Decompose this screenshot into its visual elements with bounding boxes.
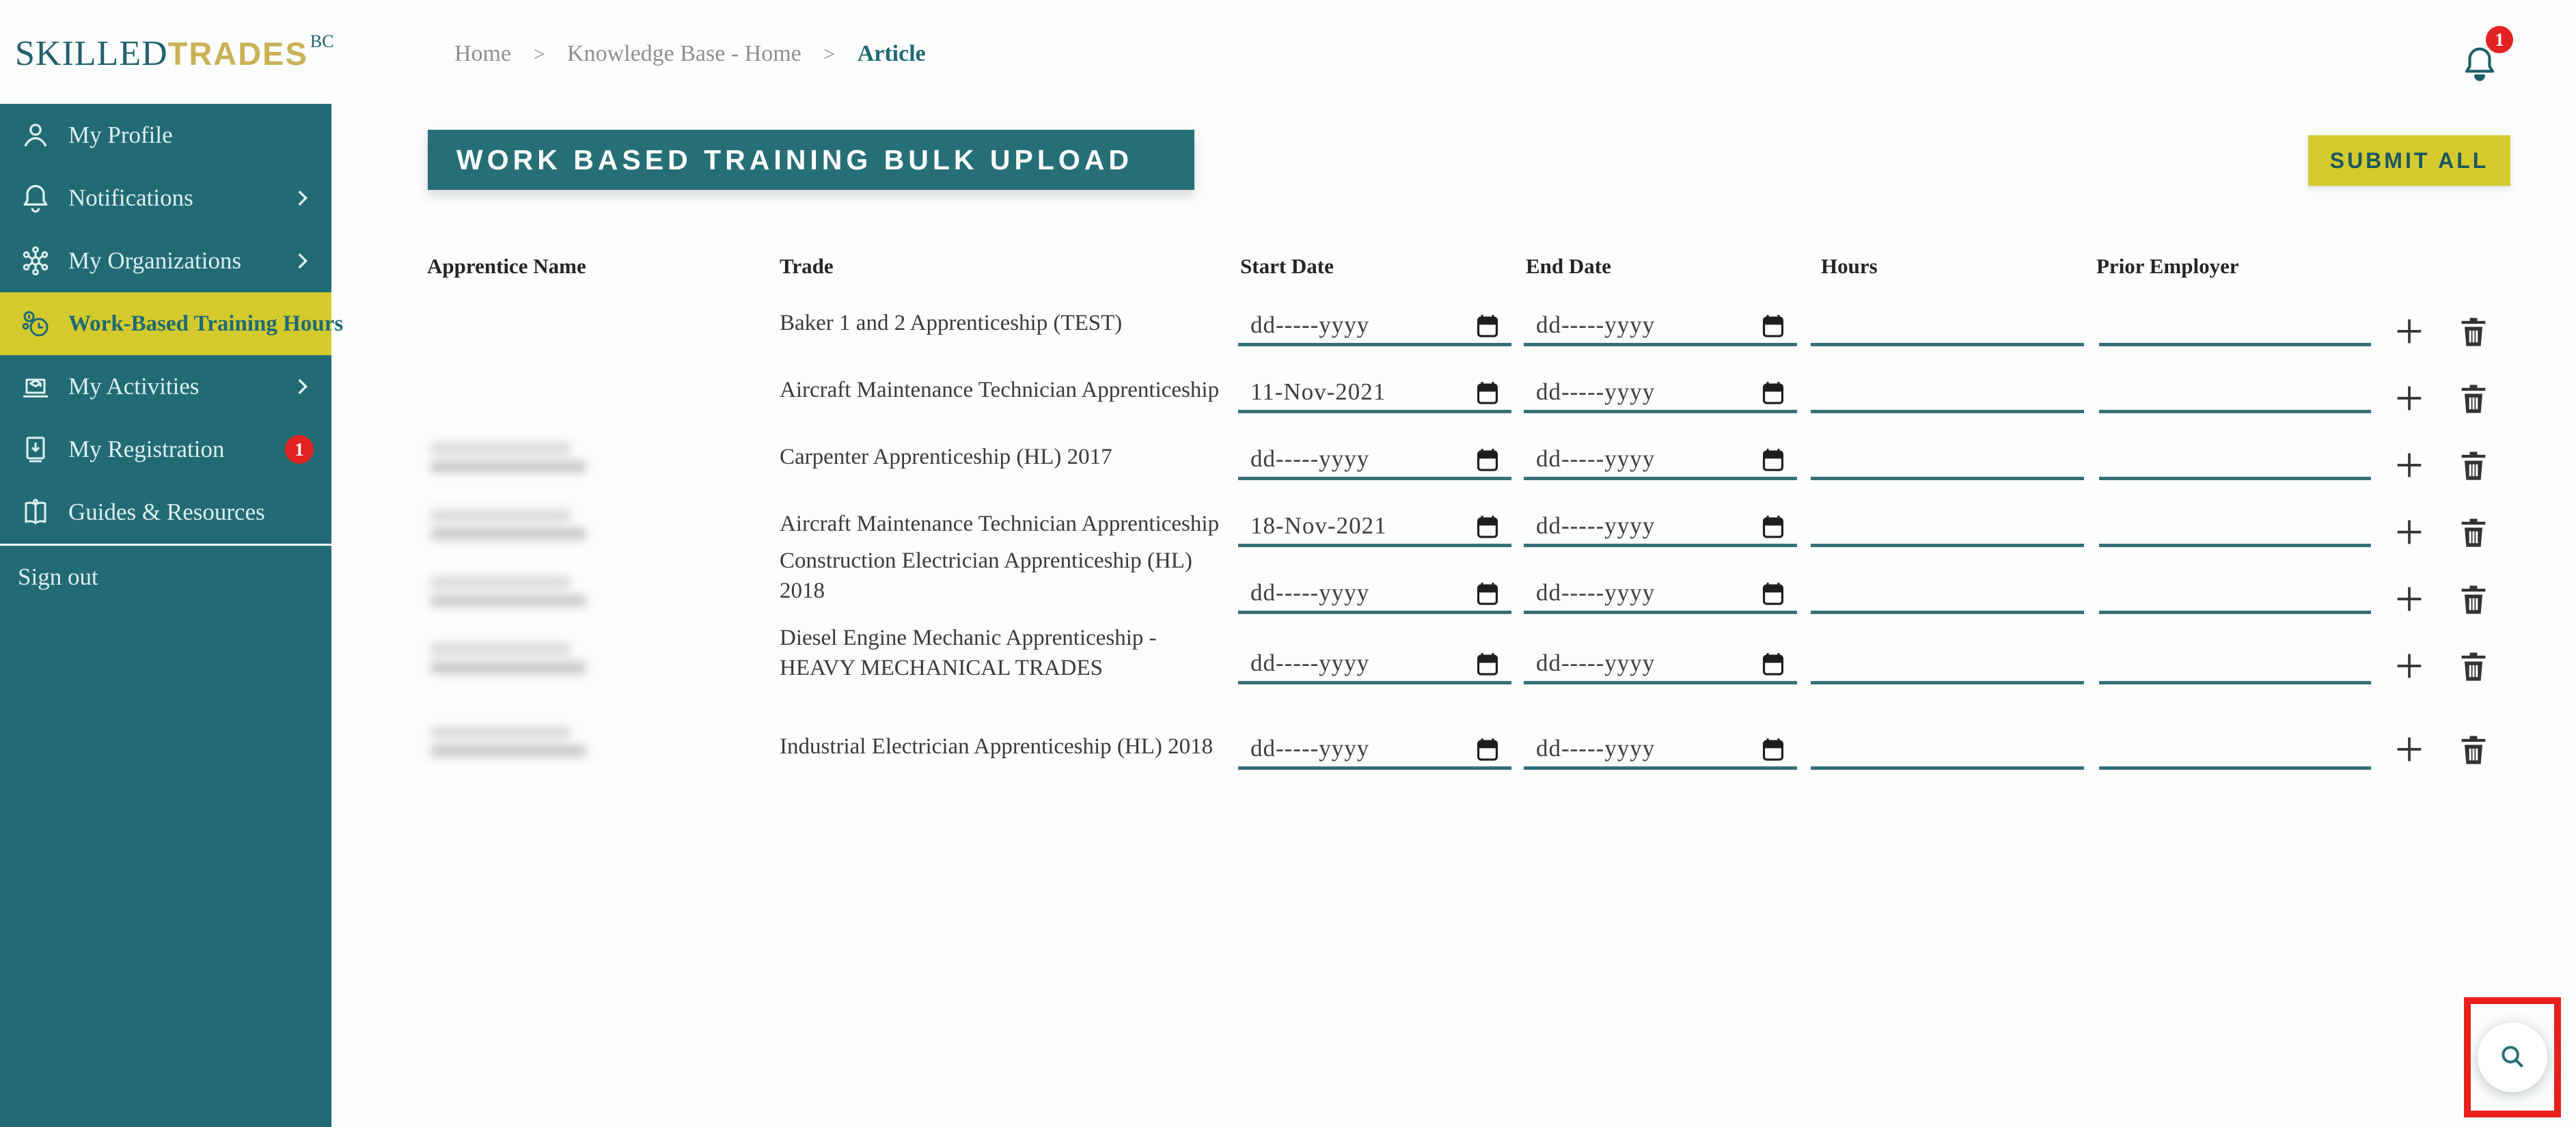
prior-employer-input[interactable] [2099,634,2371,684]
column-header-apprentice-name: Apprentice Name [427,254,586,278]
hours-input[interactable] [1811,366,2084,413]
calendar-icon[interactable] [1760,581,1786,607]
page-title-banner [428,130,1194,190]
start-date-input[interactable]: 11-Nov-2021 [1238,366,1511,413]
delete-row-button[interactable] [2454,313,2493,351]
calendar-icon[interactable] [1760,447,1786,473]
sidebar-item-label: My Registration [68,436,225,462]
prior-employer-input[interactable] [2099,567,2371,614]
apprentice-name-redacted [430,727,594,764]
calendar-icon[interactable] [1475,651,1501,677]
sidebar-item-label: My Profile [68,122,173,148]
trade-label: Construction Electrician Apprenticeship (HL) 2018 [780,548,1192,603]
end-date-input[interactable]: dd-----yyyy [1524,717,1797,770]
calendar-icon[interactable] [1760,651,1786,677]
calendar-icon[interactable] [1760,514,1786,540]
hours-input[interactable] [1811,717,2084,770]
add-row-button[interactable] [2390,313,2428,351]
submit-all-button[interactable]: SUBMIT ALL [2308,135,2510,186]
brand-logo-secondary: TRADES [167,36,308,72]
add-row-button[interactable] [2390,648,2428,686]
calendar-icon[interactable] [1475,447,1501,473]
trade-label: Aircraft Maintenance Technician Apprenticeship [780,378,1220,402]
table-row [0,717,2576,798]
start-date-input[interactable]: 18-Nov-2021 [1238,500,1511,547]
table-row [0,500,2576,567]
calendar-icon[interactable] [1760,736,1786,762]
calendar-icon[interactable] [1475,380,1501,406]
sidebar-item-my-profile[interactable] [0,104,331,167]
apprentice-name-redacted [430,576,594,613]
delete-row-button[interactable] [2454,447,2493,485]
apprentice-name-redacted [430,443,594,479]
table-row [0,433,2576,500]
delete-row-button[interactable] [2454,514,2493,552]
sidebar-item-label: My Activities [68,373,200,400]
start-date-input[interactable]: dd-----yyyy [1238,634,1511,684]
prior-employer-input[interactable] [2099,500,2371,547]
trade-label: Carpenter Apprenticeship (HL) 2017 [780,445,1112,469]
column-header-hours: Hours [1821,254,1878,278]
hours-input[interactable] [1811,433,2084,480]
notification-count-badge: 1 [2486,26,2513,53]
apprentice-name-redacted [430,510,594,546]
start-date-input[interactable]: dd-----yyyy [1238,433,1511,480]
end-date-input[interactable]: dd-----yyyy [1524,366,1797,413]
column-header-prior-employer: Prior Employer [2096,254,2239,278]
trade-label: Baker 1 and 2 Apprenticeship (TEST) [780,311,1123,335]
calendar-icon[interactable] [1475,514,1501,540]
sign-out-label: Sign out [18,564,98,590]
column-header-trade: Trade [780,254,834,278]
calendar-icon[interactable] [1475,581,1501,607]
sidebar-item-label: Guides & Resources [68,499,265,525]
column-header-start-date: Start Date [1240,254,1334,278]
add-row-button[interactable] [2390,731,2428,769]
table-row [0,626,2576,717]
breadcrumb-article: Article [857,41,926,66]
end-date-input[interactable]: dd-----yyyy [1524,500,1797,547]
breadcrumb-home[interactable]: Home [454,41,512,66]
breadcrumb-separator: > [823,43,836,66]
registration-count-badge: 1 [285,435,314,464]
highlight-box [2464,997,2561,1117]
sidebar-item-label: Notifications [68,184,193,211]
column-header-end-date: End Date [1526,254,1611,278]
breadcrumb-knowledge-base[interactable]: Knowledge Base - Home [567,41,801,66]
notifications-bell-button[interactable] [2460,29,2510,86]
hours-input[interactable] [1811,634,2084,684]
add-row-button[interactable] [2390,380,2428,418]
sidebar-item-label: My Organizations [68,247,242,274]
chevron-right-icon [290,249,314,273]
table-row [0,299,2576,366]
end-date-input[interactable]: dd-----yyyy [1524,634,1797,684]
end-date-input[interactable]: dd-----yyyy [1524,433,1797,480]
delete-row-button[interactable] [2454,731,2493,769]
breadcrumb-separator: > [533,43,545,66]
apprentice-name-redacted [430,643,594,680]
trade-label: Industrial Electrician Apprenticeship (HL) 2018 [780,734,1214,759]
sidebar-item-notifications[interactable] [0,167,331,229]
person-icon [18,117,53,153]
end-date-input[interactable]: dd-----yyyy [1524,567,1797,614]
breadcrumb [454,41,926,67]
calendar-icon[interactable] [1475,736,1501,762]
prior-employer-input[interactable] [2099,717,2371,770]
start-date-input[interactable]: dd-----yyyy [1238,299,1511,346]
network-icon [18,243,53,279]
add-row-button[interactable] [2390,581,2428,619]
start-date-input[interactable]: dd-----yyyy [1238,567,1511,614]
calendar-icon[interactable] [1760,313,1786,339]
brand-logo-primary: SKILLED [15,34,168,73]
search-icon [2497,1041,2528,1074]
bell-icon [18,180,53,216]
table-row [0,548,2576,634]
add-row-button[interactable] [2390,447,2428,485]
calendar-icon[interactable] [1475,313,1501,339]
page-title: WORK BASED TRAINING BULK UPLOAD [456,143,1134,176]
calendar-icon[interactable] [1760,380,1786,406]
prior-employer-input[interactable] [2099,299,2371,346]
table-row [0,366,2576,433]
search-fab-button[interactable] [2478,1022,2547,1092]
brand-logo-superscript: BC [310,31,334,51]
sidebar-item-my-organizations[interactable] [0,229,331,292]
end-date-input[interactable]: dd-----yyyy [1524,299,1797,346]
hours-input[interactable] [1811,567,2084,614]
add-row-button[interactable] [2390,514,2428,552]
trade-label: Aircraft Maintenance Technician Apprenticeship [780,512,1220,536]
prior-employer-input[interactable] [2099,366,2371,413]
prior-employer-input[interactable] [2099,433,2371,480]
sidebar-item-label: Work-Based Training Hours [68,311,344,336]
brand-logo[interactable] [15,31,334,74]
start-date-input[interactable]: dd-----yyyy [1238,717,1511,770]
trade-label: Diesel Engine Mechanic Apprenticeship - HEAVY MECHANICAL TRADES [780,626,1157,680]
delete-row-button[interactable] [2454,648,2493,686]
delete-row-button[interactable] [2454,581,2493,619]
delete-row-button[interactable] [2454,380,2493,418]
chevron-right-icon [290,186,314,210]
hours-input[interactable] [1811,500,2084,547]
hours-input[interactable] [1811,299,2084,346]
